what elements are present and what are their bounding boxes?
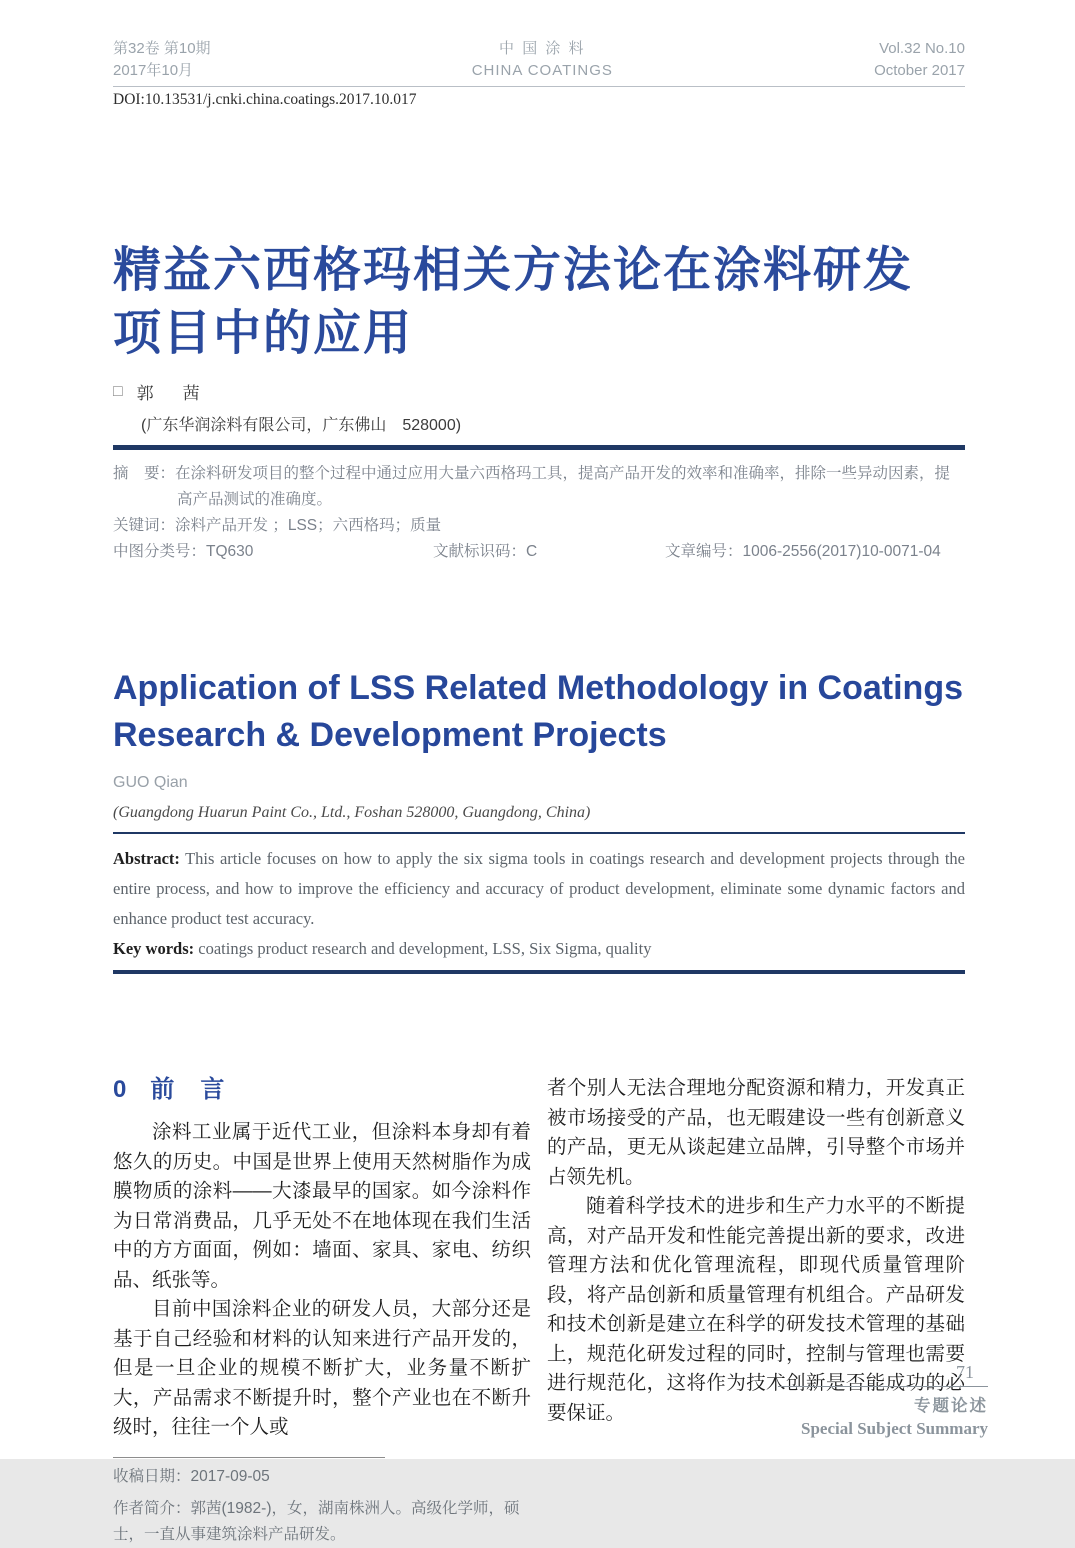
abstract-en-text: This article focuses on how to apply the six sigma tools in coatings research and development projects through the entire process, and how to improve the efficiency and accuracy of product development, eliminate some dynamic factors and enhance product test accuracy. bbox=[113, 849, 965, 928]
keywords-en-label: Key words: bbox=[113, 939, 195, 958]
article-title-en-line1: Application of LSS Related Methodology in Coatings bbox=[113, 669, 963, 707]
article-title-cn-line1: 精益六西格玛相关方法论在涂料研发 bbox=[113, 244, 914, 297]
keywords-cn-label: 关键词： bbox=[113, 517, 176, 534]
header-center bbox=[472, 38, 613, 82]
column-left bbox=[113, 1074, 531, 1548]
author-bio-value: 郭茜(1982-)，女，湖南株洲人。高级化学师，硕士，一直从事建筑涂料产品研发。 bbox=[113, 1499, 520, 1543]
article-title-cn bbox=[113, 239, 965, 365]
section-title: 前言 bbox=[150, 1076, 251, 1103]
author-name-en: GUO Qian bbox=[113, 774, 188, 791]
header-left bbox=[113, 38, 211, 82]
classification-row bbox=[113, 539, 965, 565]
date-en: October 2017 bbox=[874, 62, 965, 79]
author-line bbox=[113, 379, 965, 404]
column-title-cn: 专题论述 bbox=[914, 1396, 988, 1415]
header-right bbox=[874, 38, 965, 82]
volume-issue-en: Vol.32 No.10 bbox=[879, 40, 965, 57]
body-paragraph: 随着科学技术的进步和生产力水平的不断提高，对产品开发和性能完善提出新的要求，改进管理方法和优化管理流程，即现代质量管理阶段，将产品创新和质量管理有机组合。产品研发和技术创新是建立在科学的研发技术管理的基础上，规范化研发过程的同时，控制与管理也需要进行规范化，这将作为技术创新是否能成功的必要保证。 bbox=[547, 1195, 965, 1424]
section-number: 0 bbox=[113, 1076, 127, 1103]
received-date-value: 2017-09-05 bbox=[190, 1467, 270, 1485]
document-code-value: C bbox=[526, 543, 538, 560]
author-bio bbox=[113, 1496, 531, 1548]
body-paragraph: 目前中国涂料企业的研发人员，大部分还是基于自己经验和材料的认知来进行产品开发的，但是一旦企业的规模不断扩大，业务量不断扩大，产品需求不断提升时，整个产业也在不断升级时，往往一个人或 bbox=[113, 1298, 531, 1438]
body-paragraph: 者个别人无法合理地分配资源和精力，开发真正被市场接受的产品，也无暇建设一些有创新意义的产品，更无从谈起建立品牌，引导整个市场并占领先机。 bbox=[547, 1077, 965, 1188]
document-code-label: 文献标识码： bbox=[433, 543, 527, 560]
body-paragraph: 涂料工业属于近代工业，但涂料本身却有着悠久的历史。中国是世界上使用天然树脂作为成膜物质的涂料——大漆最早的国家。如今涂料作为日常消费品，几乎无处不在地体现在我们生活中的方方面面，例如：墙面、家具、家电、纺织品、纸张等。 bbox=[113, 1121, 531, 1291]
received-date bbox=[113, 1464, 531, 1490]
footnote bbox=[113, 1457, 531, 1548]
divider-thick-bottom bbox=[113, 970, 965, 974]
affiliation-en: (Guangdong Huarun Paint Co., Ltd., Foshan 528000, Guangdong, China) bbox=[113, 804, 591, 821]
article-title-cn-line2: 项目中的应用 bbox=[113, 307, 414, 360]
article-id-value: 1006-2556(2017)10-0071-04 bbox=[742, 543, 941, 560]
clc-value: TQ630 bbox=[206, 543, 254, 560]
page-footer bbox=[778, 1360, 988, 1439]
abstract-cn-label: 摘 要： bbox=[113, 465, 176, 482]
footer-divider bbox=[778, 1386, 988, 1387]
keywords-cn bbox=[113, 513, 965, 539]
abstract-cn-text: 在涂料研发项目的整个过程中通过应用大量六西格玛工具，提高产品开发的效率和准确率，排除一些异动因素，提高产品测试的准确度。 bbox=[175, 465, 951, 508]
volume-issue-cn: 第32卷 第10期 bbox=[113, 40, 211, 57]
article-body bbox=[113, 1074, 965, 1548]
clc-number bbox=[113, 539, 433, 565]
page-number: 71 bbox=[956, 1362, 974, 1382]
abstract-en bbox=[113, 844, 965, 934]
journal-header bbox=[113, 0, 965, 87]
section-heading bbox=[113, 1074, 531, 1106]
doi-line: DOI:10.13531/j.cnki.china.coatings.2017.10.017 bbox=[113, 91, 417, 108]
keywords-en-text: coatings product research and development, LSS, Six Sigma, quality bbox=[194, 939, 652, 958]
column-right bbox=[547, 1074, 965, 1548]
keywords-cn-text: 涂料产品开发 ；LSS；六西格玛；质量 bbox=[175, 517, 442, 534]
journal-name-en: CHINA COATINGS bbox=[471, 62, 613, 79]
abstract-cn bbox=[113, 461, 965, 513]
author-bullet-icon: □ bbox=[113, 382, 123, 400]
abstract-en-label: Abstract: bbox=[113, 849, 180, 868]
clc-label: 中图分类号： bbox=[113, 543, 207, 560]
footnote-divider bbox=[113, 1457, 385, 1458]
divider-thin bbox=[113, 832, 965, 834]
author-bio-label: 作者简介： bbox=[113, 1499, 191, 1517]
article-title-en bbox=[113, 665, 965, 759]
document-code bbox=[433, 539, 665, 565]
date-cn: 2017年10月 bbox=[113, 62, 194, 79]
journal-name-cn: 中 国 涂 料 bbox=[499, 40, 586, 57]
author-name-cn: 郭 茜 bbox=[136, 384, 206, 403]
page-content bbox=[113, 0, 965, 1548]
article-id-label: 文章编号： bbox=[665, 543, 743, 560]
article-id bbox=[665, 539, 965, 565]
divider-thick-top bbox=[113, 445, 965, 450]
article-title-en-line2: Research & Development Projects bbox=[113, 716, 667, 754]
column-title-en: Special Subject Summary bbox=[801, 1419, 988, 1438]
received-date-label: 收稿日期： bbox=[113, 1467, 191, 1485]
affiliation-cn: (广东华润涂料有限公司，广东佛山 528000) bbox=[141, 417, 462, 434]
keywords-en bbox=[113, 934, 965, 964]
